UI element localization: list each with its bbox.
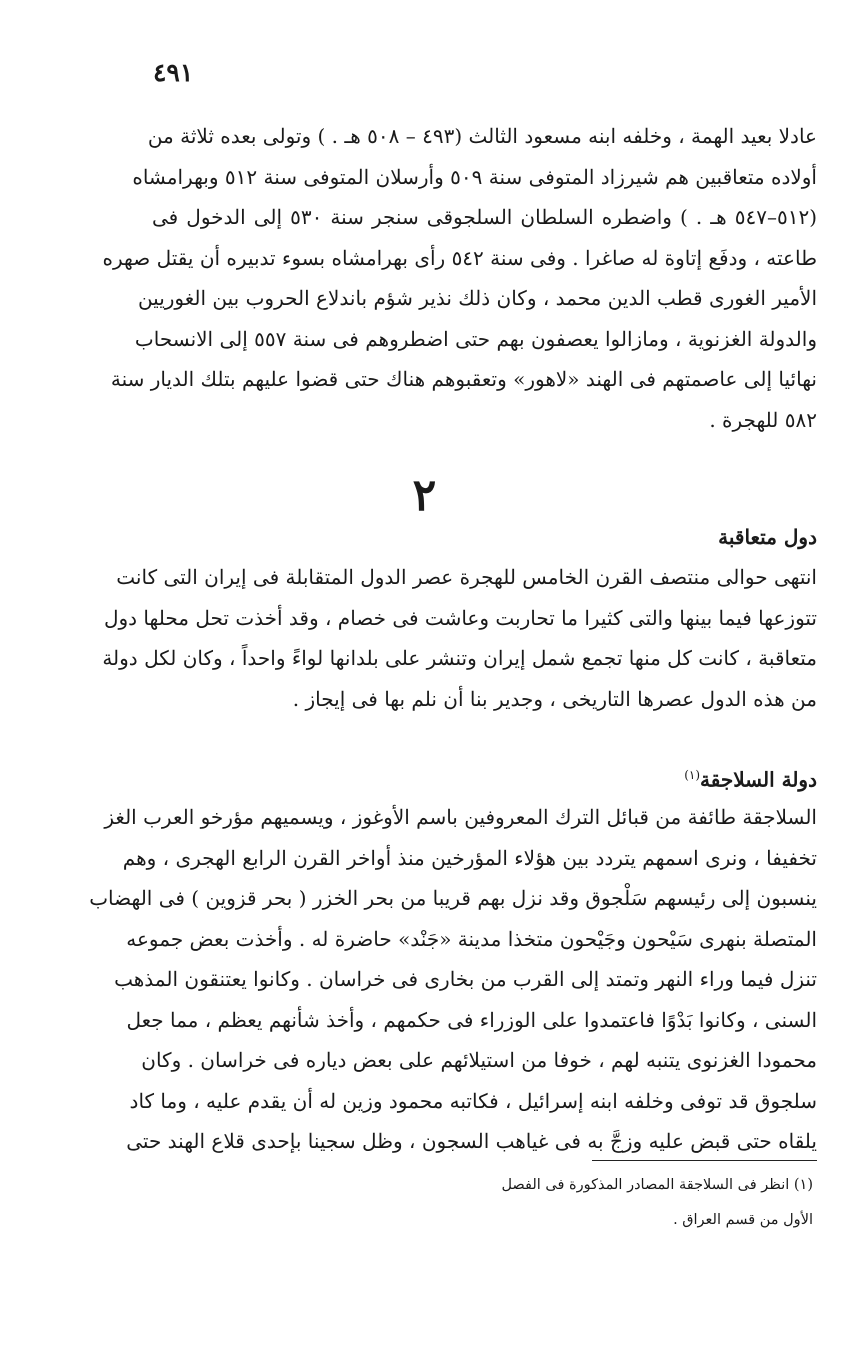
- text-line: تتوزعها فيما بينها والتى كثيرا ما تحاربت وعاشت فى خصام ، وقد أخذت تحل محلها دول: [103, 605, 817, 630]
- text-line: السنى ، وكانوا بَدْوًا فاعتمدوا على الوزراء فى حكمهم ، وأخذ شأنهم يعظم ، مما جعل: [126, 1007, 817, 1032]
- section-number: ٢: [412, 470, 437, 521]
- text-line: يلقاه حتى قبض عليه وزجَّ به فى غياهب السجون ، وظل سجينا بإحدى قلاع الهند حتى: [126, 1129, 817, 1153]
- text-line: سلجوق قد توفى وخلفه ابنه إسرائيل ، فكاتبه محمود وزين له أن يقدم عليه ، وما كاد: [129, 1088, 817, 1113]
- footnote-line: (١) انظر فى السلاجقة المصادر المذكورة فى الفصل: [501, 1177, 813, 1193]
- footnote: [473, 1168, 813, 1238]
- text-line: والدولة الغزنوية ، ومازالوا يعصفون بهم حتى اضطروهم فى سنة ٥٥٧ إلى الانسحاب: [134, 326, 817, 351]
- dynasties-paragraph: [102, 557, 817, 719]
- text-line: الأمير الغورى قطب الدين محمد ، وكان ذلك نذير شؤم باندلاع الحروب بين الغوريين: [137, 286, 817, 310]
- text-line: محمودا الغزنوى يتنبه لهم ، خوفا من استيلائهم على بعض دياره فى خراسان . وكان: [141, 1048, 817, 1072]
- footnote-divider: [592, 1160, 817, 1161]
- footnote-line: الأول من قسم العراق .: [673, 1212, 813, 1228]
- text-line: متعاقبة ، كانت كل منها تجمع شمل إيران وتنشر على بلدانها لواءً واحداً ، وكان لكل دولة: [102, 646, 817, 670]
- intro-paragraph: [102, 116, 817, 440]
- text-line: نهائيا إلى عاصمتهم فى الهند «لاهور» وتعقبوهم هناك حتى قضوا عليهم بتلك الديار سنة: [110, 367, 817, 391]
- text-line: انتهى حوالى منتصف القرن الخامس للهجرة عصر الدول المتقابلة فى إيران التى كانت: [116, 565, 817, 589]
- text-line: المتصلة بنهرى سَيْحون وجَيْحون متخذا مدينة «جَنْد» حاضرة له . وأخذت بعض جموعه: [126, 926, 817, 951]
- heading-seljuk-text: دولة السلاجقة: [700, 767, 817, 792]
- text-line: تنزل فيما وراء النهر وتمتد إلى القرب من بخارى فى خراسان . وكانوا يعتنقون المذهب: [114, 967, 817, 991]
- text-line: ٥٨٢ للهجرة .: [709, 407, 817, 432]
- text-line: تخفيفا ، ونرى اسمهم يتردد بين هؤلاء المؤرخين منذ أواخر القرن الرابع الهجرى ، وهم: [122, 845, 817, 870]
- text-line: (٥١٢–٥٤٧ هـ . ) واضطره السلطان السلجوقى سنجر سنة ٥٣٠ إلى الدخول فى: [152, 205, 817, 229]
- page-number: ٤٩١: [153, 58, 194, 87]
- heading-seljuk-state: [684, 760, 817, 795]
- text-line: ينسبون إلى رئيسهم سَلْجوق وقد نزل بهم قريبا من بحر الخزر ( بحر قزوين ) فى الهضاب: [89, 886, 817, 910]
- text-line: السلاجقة طائفة من قبائل الترك المعروفين باسم الأوغوز ، ويسميهم مؤرخو العرب الغز: [104, 805, 817, 829]
- text-line: من هذه الدول عصرها التاريخى ، وجدير بنا أن نلم بها فى إيجاز .: [292, 686, 817, 711]
- heading-successive-dynasties: دول متعاقبة: [718, 525, 817, 549]
- seljuks-paragraph: [89, 797, 817, 1162]
- text-line: طاعته ، ودفَع إتاوة له صاغرا . وفى سنة ٥٤٢ رأى بهرامشاه بسوء تدبيره أن يقتل صهره: [102, 245, 817, 270]
- text-line: أولاده متعاقبين هم شيرزاد المتوفى سنة ٥٠٩ وأرسلان المتوفى سنة ٥١٢ وبهرامشاه: [132, 164, 817, 189]
- text-line: عادلا بعيد الهمة ، وخلفه ابنه مسعود الثالث (٤٩٣ – ٥٠٨ هـ . ) وتولى بعده ثلاثة من: [147, 124, 817, 148]
- footnote-marker: (١): [684, 768, 701, 782]
